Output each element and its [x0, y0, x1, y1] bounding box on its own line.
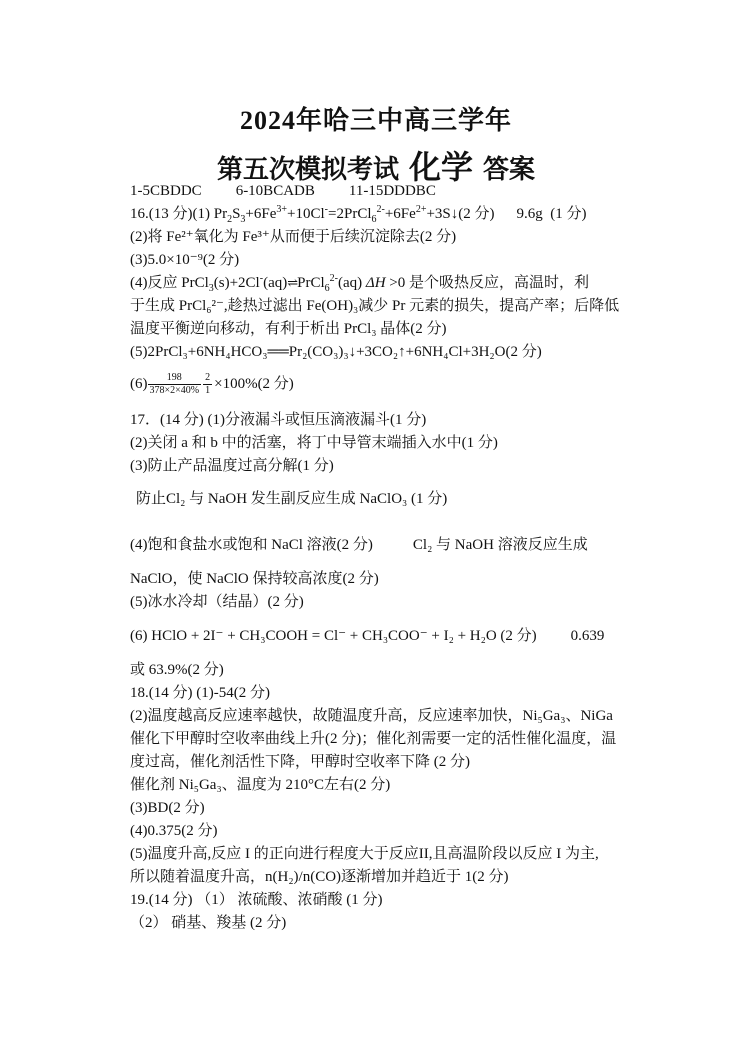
q17-line8 — [130, 626, 604, 646]
q18-line2: (2)温度越高反应速率越快，故随温度升高，反应速率加快，Ni₅Ga₃、NiGa — [130, 708, 613, 724]
mc-6-10: 6-10BCADB — [235, 183, 315, 199]
q16-line2: (2)将 Fe²⁺氧化为 Fe³⁺从而便于后续沉淀除去(2 分) — [130, 229, 457, 245]
q18-line5: 催化剂 Ni₅Ga₃、温度为 210°C左右(2 分) — [130, 777, 391, 793]
q17-line9: 或 63.9%(2 分) — [130, 662, 224, 678]
q16-line4b: 于生成 PrCl₆²⁻,趁热过滤出 Fe(OH)₃减少 Pr 元素的损失，提高产率；后降低 — [130, 298, 620, 314]
q16-line1: 16.(13 分)(1) $Pr_2S_3+6Fe^{3+}+10Cl^-=2PrCl_6^{2-}+6Fe^{2+}+3S↓(2$ 分) 9.6g (1 分) — [130, 204, 587, 225]
q18-line7: (4)0.375(2 分) — [130, 823, 218, 839]
q17-line6: NaClO，使 NaClO 保持较高浓度(2 分) — [130, 571, 379, 587]
q16-line5: (5)2PrCl₃+6NH₄HCO₃══Pr₂(CO₃)₃↓+3CO₂↑+6NH₄Cl+3H₂O(2 分) — [130, 344, 542, 360]
mc-11-15: 11-15DDDBC — [348, 183, 436, 199]
fraction-2: $\frac{2}{1}$ — [205, 372, 211, 396]
page-title: 2024年哈三中高三学年 — [239, 106, 512, 135]
q17-line1: 17．(14 分) (1)分液漏斗或恒压滴液漏斗(1 分) — [130, 412, 427, 428]
q16-line4c: 温度平衡逆向移动，有利于析出 PrCl₃ 晶体(2 分) — [130, 321, 447, 337]
q18-line3: 催化下甲醇时空收率曲线上升(2 分)；催化剂需要一定的活性催化温度，温 — [130, 731, 617, 747]
q19-line2: （2） 硝基、羧基 (2 分) — [130, 915, 287, 931]
q17-line2: (2)关闭 a 和 b 中的活塞，将丁中导管末端插入水中(1 分) — [130, 435, 498, 451]
q17-equation: (6) HClO + 2I⁻ + CH₃COOH = Cl⁻ + CH₃COO⁻ + I₂ + H₂O (2 分) — [130, 628, 537, 644]
q17-line4: 防止Cl₂ 与 NaOH 发生副反应生成 NaClO₃ (1 分) — [136, 491, 448, 507]
q16-line4a: (4)反应 PrCl$_3$(s)+2Cl-(aq)⇌PrCl$_6^{2-}$(aq) ΔH >0 是个吸热反应，高温时，利 — [130, 273, 590, 294]
mc-answers — [130, 181, 436, 201]
q18-line8: (5)温度升高,反应 I 的正向进行程度大于反应II,且高温阶段以反应 I 为主, — [130, 846, 599, 862]
answer-label: 答案 — [483, 155, 536, 184]
fraction-1: $\frac{198}{378\times 2\times 40\%}$ — [149, 372, 200, 396]
q16-mass: 9.6g — [516, 206, 543, 222]
q16-line6: (6) $\frac{198}{378\times 2\times 40\%}$ $\frac{2}{1}$ ×100%(2 分) — [130, 372, 294, 396]
q17-line5: (4)饱和食盐水或饱和 NaCl 溶液(2 分) Cl₂ 与 NaOH 溶液反应生成 — [130, 537, 588, 553]
q18-line1: 18.(14 分) (1)-54(2 分) — [130, 685, 270, 701]
q18-line4: 度过高，催化剂活性下降，甲醇时空收率下降 (2 分) — [130, 754, 470, 770]
exam-name: 第五次模拟考试 — [216, 155, 399, 184]
q17-line7: (5)冰水冷却（结晶）(2 分) — [130, 594, 304, 610]
mc-1-5: 1-5CBDDC — [130, 183, 202, 199]
q17-value: 0.639 — [570, 628, 605, 644]
q18-line6: (3)BD(2 分) — [130, 800, 205, 816]
q19-line1: 19.(14 分) （1） 浓硫酸、浓硝酸 (1 分) — [130, 892, 383, 908]
q16-line3: (3)5.0×10⁻⁹(2 分) — [130, 252, 240, 268]
q17-line3: (3)防止产品温度过高分解(1 分) — [130, 458, 334, 474]
subject-name: 化学 — [408, 149, 473, 185]
q18-line9: 所以随着温度升高，n(H₂)/n(CO)逐渐增加并趋近于 1(2 分) — [130, 869, 509, 885]
